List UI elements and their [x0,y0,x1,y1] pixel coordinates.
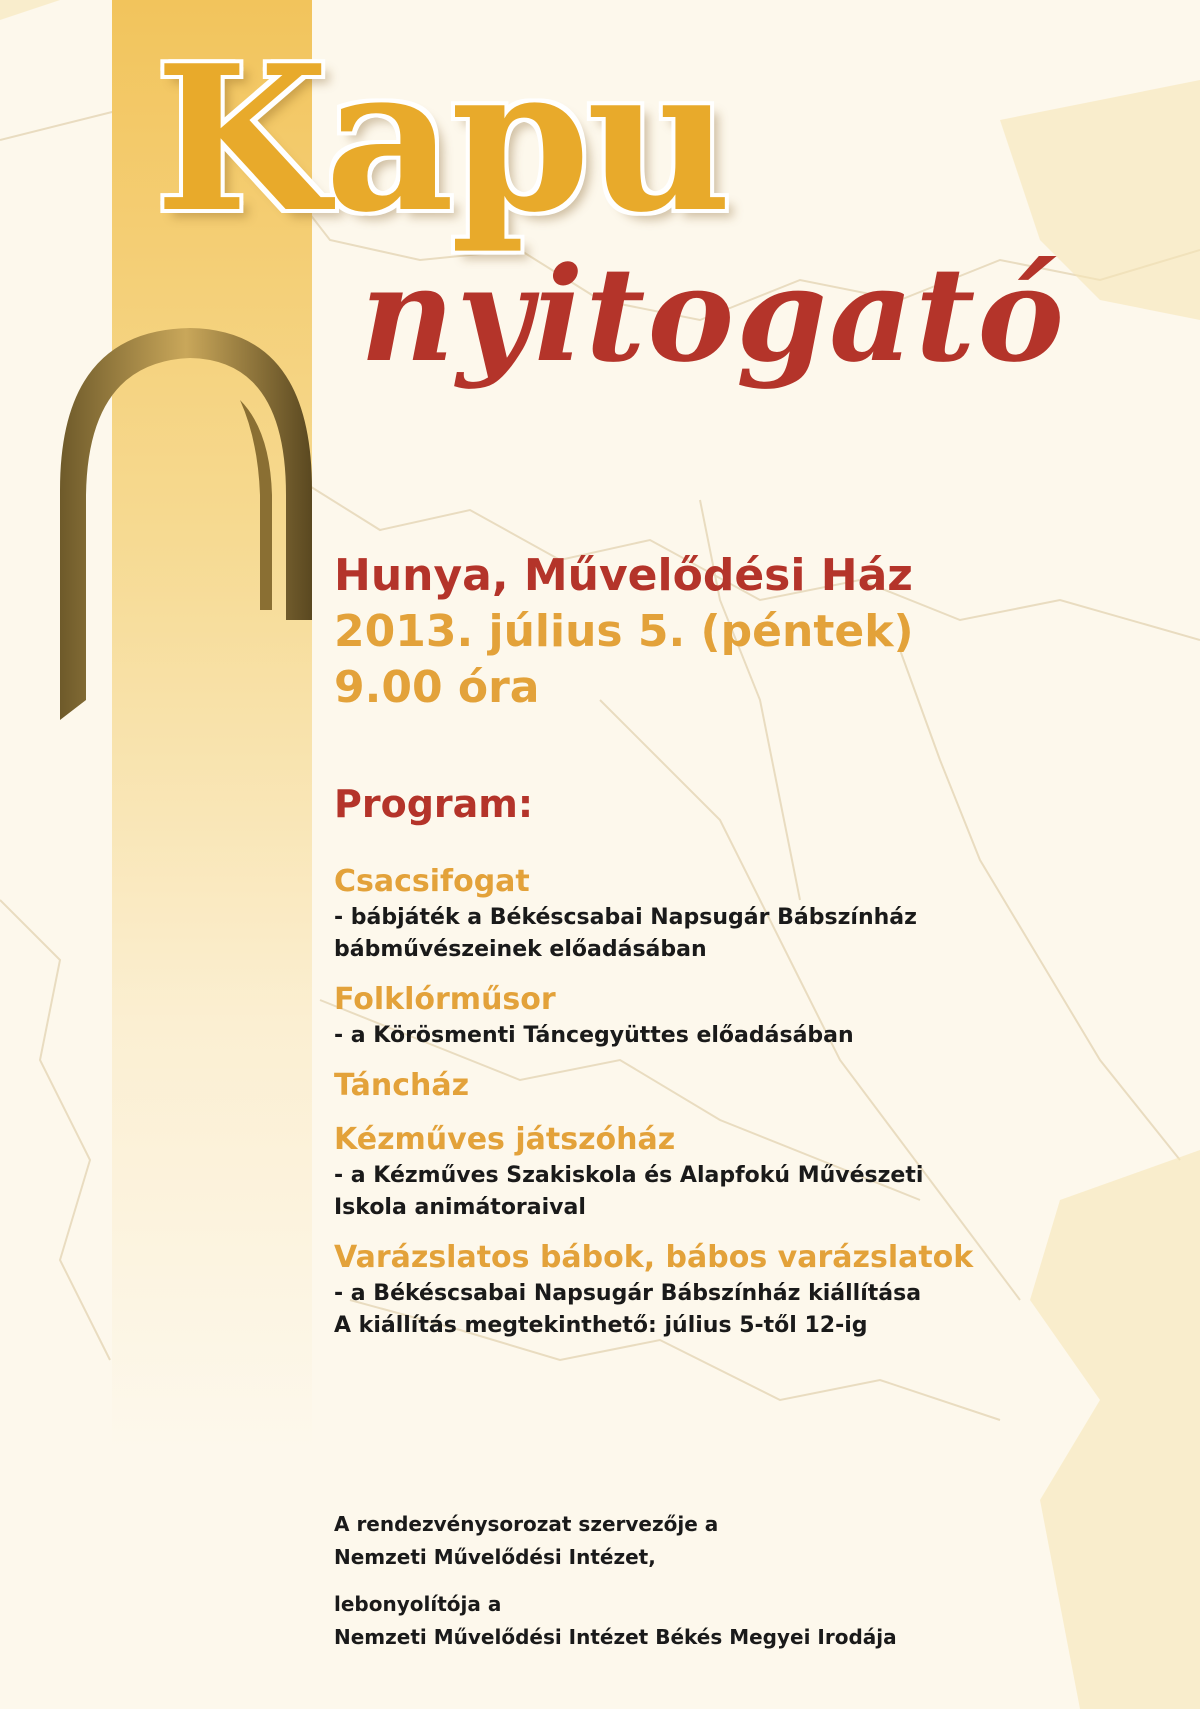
footer-line: A rendezvénysorozat szervezője a [334,1512,719,1536]
arch-graphic [50,320,320,740]
program-item-title: Folklórműsor [334,982,556,1017]
program-item-title: Varázslatos bábok, bábos varázslatok [334,1240,974,1275]
program-item-line: - bábjáték a Békéscsabai Napsugár Bábszínház [334,905,917,930]
program-item-title: Táncház [334,1068,470,1103]
program-item [334,1238,1194,1342]
program-item [334,980,1194,1052]
footer-line: Nemzeti Művelődési Intézet Békés Megyei Irodája [334,1625,897,1649]
program-item-line: - a Kézműves Szakiskola és Alapfokú Művészeti [334,1163,924,1188]
program-heading: Program: [334,782,534,826]
event-time: 9.00 óra [334,662,540,713]
title-kapu: Kapu [155,22,728,257]
program-item [334,1066,1194,1106]
program-item-line: Iskola animátoraival [334,1195,586,1220]
footer-line: lebonyolítója a [334,1592,502,1616]
footer-line: Nemzeti Művelődési Intézet, [334,1545,656,1569]
organizer-footer [334,1508,1194,1654]
program-item [334,862,1194,966]
program-item-line: - a Körösmenti Táncegyüttes előadásában [334,1023,854,1048]
program-item-title: Csacsifogat [334,864,530,899]
program-item-line: - a Békéscsabai Napsugár Bábszínház kiállítása [334,1281,922,1306]
event-date: 2013. július 5. (péntek) [334,606,914,657]
event-venue: Hunya, Művelődési Ház [334,550,913,601]
program-item [334,1120,1194,1224]
program-item-line: bábművészeinek előadásában [334,937,707,962]
program-list [334,862,1194,1356]
program-item-title: Kézműves játszóház [334,1122,676,1157]
title-nyitogato: nyitogató [360,238,1067,391]
program-item-line: A kiállítás megtekinthető: július 5-től 12-ig [334,1313,868,1338]
